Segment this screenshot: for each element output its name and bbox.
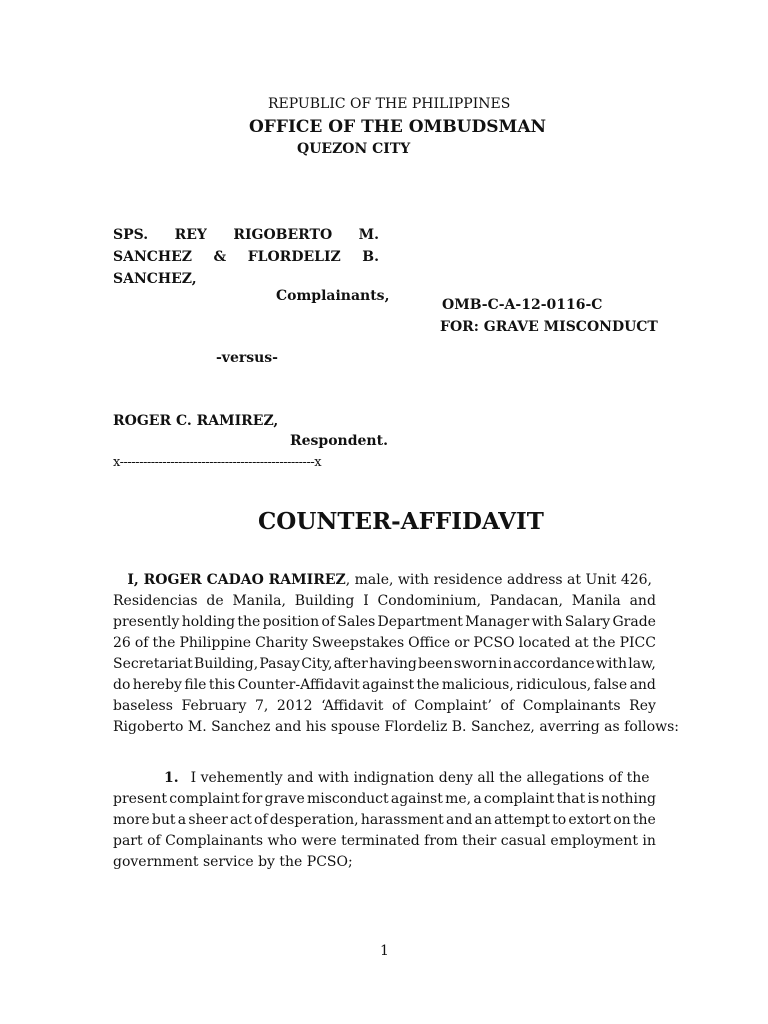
caption-word: RIGOBERTO bbox=[233, 227, 333, 243]
word: having bbox=[369, 656, 417, 672]
case-number: OMB-C-A-12-0116-C bbox=[442, 297, 603, 313]
respondent-label: Respondent. bbox=[290, 433, 388, 449]
versus-label: -versus- bbox=[216, 350, 278, 366]
word: Complainants bbox=[522, 698, 621, 714]
word: the bbox=[416, 677, 440, 693]
word: with bbox=[595, 656, 628, 672]
paragraph-line bbox=[113, 591, 656, 612]
word: 7, bbox=[254, 698, 269, 714]
word: Manila, bbox=[232, 593, 286, 609]
word: sheer bbox=[188, 812, 228, 828]
word: and bbox=[629, 593, 656, 609]
word: Building, bbox=[194, 656, 259, 672]
word: 2012 bbox=[276, 698, 313, 714]
word: complaint bbox=[483, 791, 555, 807]
word: presently bbox=[113, 614, 180, 630]
word: of bbox=[321, 614, 336, 630]
word: the bbox=[152, 635, 176, 651]
word: is bbox=[587, 791, 600, 807]
word: their bbox=[462, 833, 497, 849]
word: that bbox=[556, 791, 586, 807]
word: nothing bbox=[601, 791, 656, 807]
word: an bbox=[474, 812, 492, 828]
word: misconduct bbox=[306, 791, 389, 807]
caption-word: & bbox=[213, 249, 227, 265]
word: act bbox=[230, 812, 252, 828]
caption-word: FLORDELIZ bbox=[247, 249, 341, 265]
word: Sales bbox=[337, 614, 376, 630]
word: and bbox=[446, 812, 473, 828]
word: with bbox=[531, 614, 563, 630]
word: of bbox=[147, 833, 161, 849]
complainant-line-1 bbox=[113, 224, 379, 246]
word: February bbox=[181, 698, 247, 714]
paragraph-line bbox=[113, 789, 656, 810]
word: complaint bbox=[169, 791, 240, 807]
word: Manager bbox=[465, 614, 530, 630]
paragraph-line bbox=[113, 768, 656, 789]
word: Manila bbox=[571, 593, 621, 609]
word: Complainants bbox=[165, 833, 264, 849]
word: in bbox=[498, 656, 512, 672]
caption-word: SANCHEZ bbox=[113, 249, 193, 265]
word: 26 bbox=[113, 635, 131, 651]
paragraph-line bbox=[113, 717, 680, 738]
word: Residencias bbox=[113, 593, 198, 609]
word: against bbox=[390, 791, 443, 807]
word: holding bbox=[181, 614, 236, 630]
word: part bbox=[113, 833, 143, 849]
word: or bbox=[454, 635, 470, 651]
word: the bbox=[592, 635, 616, 651]
word: desperation, bbox=[269, 812, 359, 828]
complainant-line-3 bbox=[113, 268, 379, 290]
word: Complaint’ bbox=[414, 698, 492, 714]
word: of bbox=[254, 812, 268, 828]
case-charge: FOR: GRAVE MISCONDUCT bbox=[440, 319, 658, 335]
caption-word: SPS. bbox=[113, 227, 149, 243]
word: for bbox=[241, 791, 263, 807]
word: ‘Affidavit bbox=[321, 698, 384, 714]
word: malicious, bbox=[441, 677, 514, 693]
word: harassment bbox=[360, 812, 444, 828]
complainant-line-2 bbox=[113, 246, 379, 268]
word: of bbox=[134, 635, 149, 651]
word: PICC bbox=[619, 635, 656, 651]
word: of bbox=[391, 698, 406, 714]
word: ridiculous, bbox=[516, 677, 592, 693]
word: against bbox=[362, 677, 415, 693]
word: the bbox=[237, 614, 261, 630]
word: extort bbox=[568, 812, 611, 828]
word: attempt bbox=[494, 812, 550, 828]
paragraph-line bbox=[113, 570, 656, 591]
header-office: OFFICE OF THE OMBUDSMAN bbox=[249, 117, 547, 137]
word: Building bbox=[294, 593, 355, 609]
complainants-caption bbox=[113, 224, 379, 290]
word: I bbox=[363, 593, 369, 609]
header-city: QUEZON CITY bbox=[297, 141, 411, 157]
word: on bbox=[613, 812, 631, 828]
word: Grade bbox=[612, 614, 656, 630]
word: from bbox=[424, 833, 458, 849]
word: at bbox=[574, 635, 589, 651]
word: this bbox=[208, 677, 236, 693]
word: who bbox=[267, 833, 297, 849]
line-text: I vehemently and with indignation deny all the allegations of the bbox=[190, 770, 650, 786]
word: position bbox=[262, 614, 320, 630]
word: and bbox=[629, 677, 656, 693]
paragraph-line bbox=[113, 612, 656, 633]
word: Department bbox=[377, 614, 463, 630]
page-number: 1 bbox=[380, 943, 389, 959]
caption-word: REY bbox=[174, 227, 207, 243]
word: do bbox=[113, 677, 131, 693]
word: file bbox=[184, 677, 207, 693]
word: employment bbox=[550, 833, 638, 849]
word: Charity bbox=[255, 635, 308, 651]
word: law, bbox=[628, 656, 656, 672]
word: de bbox=[206, 593, 224, 609]
word: Salary bbox=[564, 614, 611, 630]
word: the bbox=[632, 812, 656, 828]
line-text: government service by the PCSO; bbox=[113, 854, 353, 870]
word: terminated bbox=[341, 833, 420, 849]
word: but bbox=[151, 812, 176, 828]
complainants-label: Complainants, bbox=[276, 288, 390, 304]
paragraph-line bbox=[113, 675, 656, 696]
word: a bbox=[177, 812, 187, 828]
paragraph-line bbox=[113, 852, 656, 873]
word: of bbox=[500, 698, 515, 714]
word: Rey bbox=[629, 698, 656, 714]
word: me, bbox=[445, 791, 472, 807]
word: PCSO bbox=[473, 635, 515, 651]
line-text: Rigoberto M. Sanchez and his spouse Flordeliz B. Sanchez, averring as follows: bbox=[113, 719, 680, 735]
word: City, bbox=[301, 656, 333, 672]
word: to bbox=[552, 812, 567, 828]
paragraph-intro bbox=[113, 570, 680, 738]
word: Philippine bbox=[179, 635, 252, 651]
word: were bbox=[301, 833, 337, 849]
caption-word: M. bbox=[358, 227, 379, 243]
paragraph-line bbox=[113, 633, 656, 654]
word: hereby bbox=[132, 677, 182, 693]
paragraph-1 bbox=[113, 768, 656, 873]
word: false bbox=[593, 677, 628, 693]
word: Pandacan, bbox=[489, 593, 563, 609]
word: Office bbox=[408, 635, 451, 651]
caption-word: SANCHEZ, bbox=[113, 271, 197, 287]
word: sworn bbox=[453, 656, 498, 672]
caption-divider: x--------------------------------------------------x bbox=[113, 455, 322, 470]
paragraph-line bbox=[113, 654, 656, 675]
word: baseless bbox=[113, 698, 173, 714]
word: Secretariat bbox=[113, 656, 193, 672]
caption-word: B. bbox=[362, 249, 379, 265]
word: accordance bbox=[513, 656, 595, 672]
header-republic: REPUBLIC OF THE PHILIPPINES bbox=[268, 96, 511, 112]
word: after bbox=[333, 656, 368, 672]
document-title: COUNTER-AFFIDAVIT bbox=[258, 508, 544, 535]
word: a bbox=[473, 791, 482, 807]
paragraph-line bbox=[113, 696, 656, 717]
word: in bbox=[642, 833, 656, 849]
word: Sweepstakes bbox=[311, 635, 405, 651]
paragraph-line bbox=[113, 831, 656, 852]
word: grave bbox=[264, 791, 305, 807]
respondent-name: ROGER C. RAMIREZ, bbox=[113, 413, 279, 429]
paragraph-line bbox=[113, 810, 656, 831]
word: located bbox=[518, 635, 571, 651]
word: present bbox=[113, 791, 168, 807]
word: more bbox=[113, 812, 150, 828]
word: been bbox=[418, 656, 453, 672]
affiant-name: I, ROGER CADAO RAMIREZ bbox=[127, 572, 346, 588]
paragraph-number: 1. bbox=[164, 770, 179, 786]
word: Pasay bbox=[259, 656, 300, 672]
line-text: , male, with residence address at Unit 426, bbox=[345, 572, 652, 588]
word: Counter-Affidavit bbox=[237, 677, 360, 693]
word: Condominium, bbox=[377, 593, 482, 609]
word: casual bbox=[500, 833, 546, 849]
